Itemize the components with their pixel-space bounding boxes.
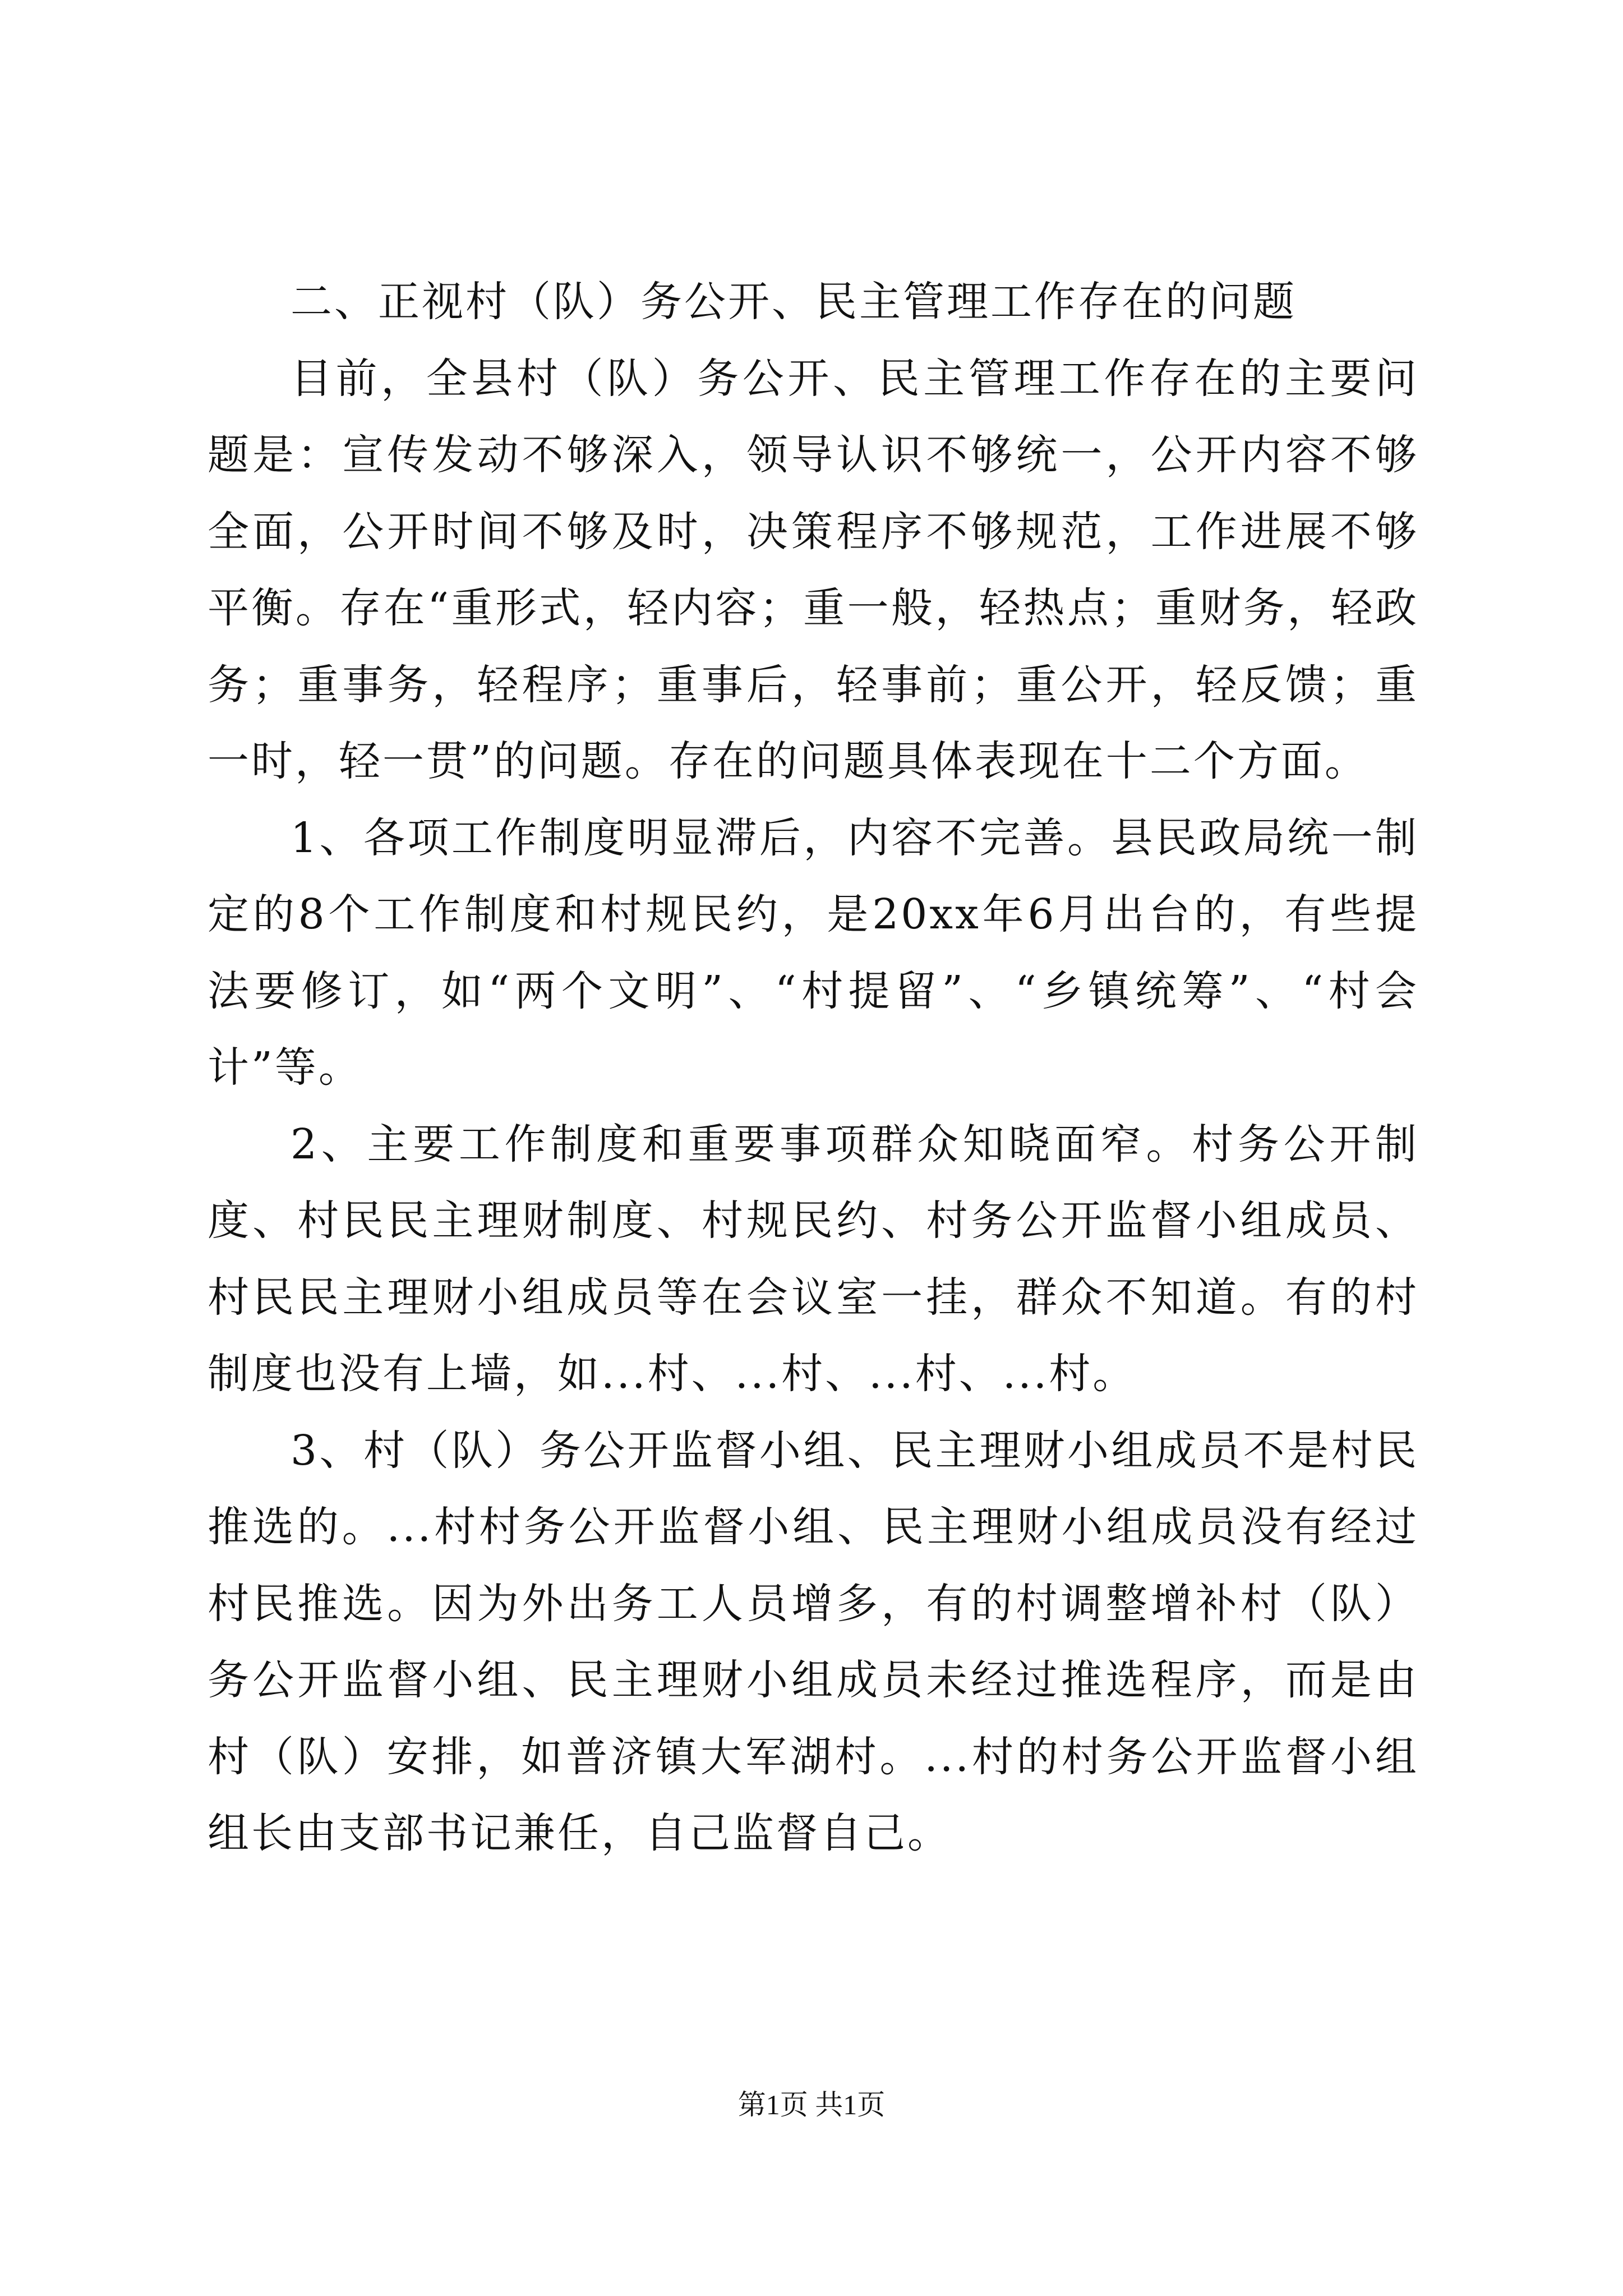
paragraph: 3、村（队）务公开监督小组、民主理财小组成员不是村民推选的。...村村务公开监督小组、民主理财小组成员没有经过村民推选。因为外出务工人员增多，有的村调整增补村（队）务公开监督小组、民主理财小组成员未经过推选程序，而是由村（队）安排，如普济镇大军湖村。...村的村务公开监督小组组长由支部书记兼任，自己监督自己。 (208, 1426, 1419, 1857)
page-footer: 第1页 共1页 (737, 2089, 886, 2120)
paragraph: 2、主要工作制度和重要事项群众知晓面窄。村务公开制度、村民民主理财制度、村规民约、村务公开监督小组成员、村民民主理财小组成员等在会议室一挂，群众不知道。有的村制度也没有上墙，如...村、...村、...村、...村。 (208, 1120, 1419, 1398)
section-heading: 二、正视村（队）务公开、民主管理工作存在的问题 (291, 278, 1297, 326)
paragraph: 目前，全县村（队）务公开、民主管理工作存在的主要问题是：宣传发动不够深入，领导认识不够统一，公开内容不够全面，公开时间不够及时，决策程序不够规范，工作进展不够平衡。存在“重形式，轻内容；重一般，轻热点；重财务，轻政务；重事务，轻程序；重事后，轻事前；重公开，轻反馈；重一时，轻一贯”的问题。存在的问题具体表现在十二个方面。 (208, 354, 1419, 785)
paragraph: 1、各项工作制度明显滞后，内容不完善。县民政局统一制定的8个工作制度和村规民约，是20xx年6月出台的，有些提法要修订，如“两个文明”、“村提留”、“乡镇统筹”、“村会计”等。 (208, 813, 1419, 1092)
document-body (208, 264, 1419, 1872)
